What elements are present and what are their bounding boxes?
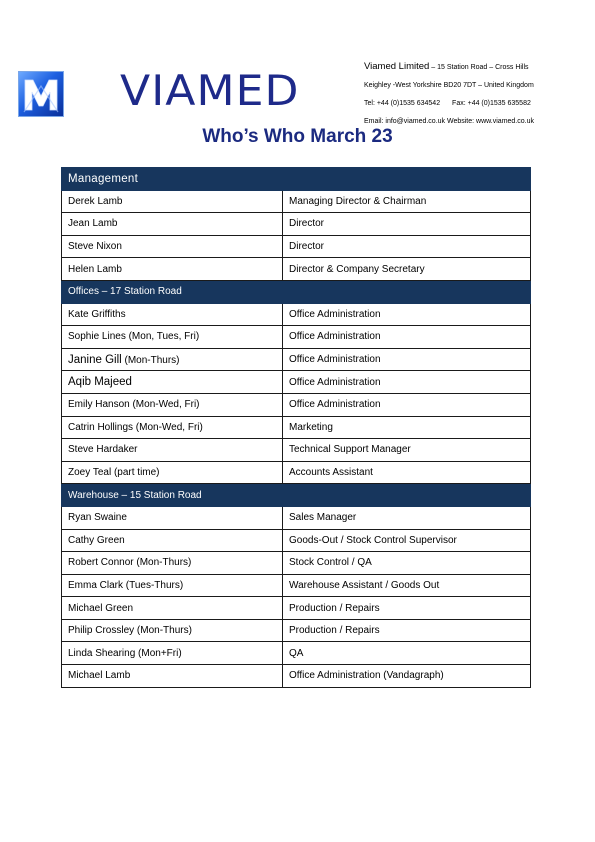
table-row — [62, 439, 531, 462]
staff-name: Aqib Majeed — [68, 376, 132, 389]
table-row — [62, 348, 531, 371]
staff-role-cell: Director & Company Secretary — [283, 258, 531, 281]
staff-role-cell: Director — [283, 213, 531, 236]
address-line-1: – 15 Station Road – Cross Hills — [431, 64, 529, 71]
staff-name: Emily Hanson (Mon-Wed, Fri) — [68, 399, 200, 411]
staff-name-cell — [62, 393, 283, 416]
staff-name: Jean Lamb — [68, 218, 118, 230]
staff-name-cell — [62, 235, 283, 258]
telephone: Tel: +44 (0)1535 634542 — [364, 100, 441, 107]
table-row — [62, 213, 531, 236]
staff-name: Robert Connor (Mon-Thurs) — [68, 557, 192, 569]
table-row — [62, 506, 531, 529]
staff-name-cell — [62, 348, 283, 371]
staff-name: Sophie Lines (Mon, Tues, Fri) — [68, 331, 200, 343]
staff-name-cell — [62, 529, 283, 552]
company-name-line — [364, 58, 589, 77]
staff-name-cell — [62, 665, 283, 688]
staff-name: Emma Clark (Tues-Thurs) — [68, 579, 184, 591]
table-row — [62, 371, 531, 394]
staff-name-note: (Mon-Thurs) — [124, 354, 180, 366]
staff-name: Linda Shearing (Mon+Fri) — [68, 647, 182, 659]
section-heading: Offices – 17 Station Road — [62, 280, 531, 303]
staff-name: Steve Hardaker — [68, 444, 138, 456]
staff-name-cell — [62, 597, 283, 620]
table-row — [62, 642, 531, 665]
table-row — [62, 326, 531, 349]
staff-name-cell — [62, 371, 283, 394]
staff-name-cell — [62, 213, 283, 236]
staff-name: Kate Griffiths — [68, 308, 126, 320]
staff-table — [61, 167, 531, 688]
staff-name-cell — [62, 552, 283, 575]
table-row — [62, 665, 531, 688]
staff-role-cell: Managing Director & Chairman — [283, 190, 531, 213]
staff-name-cell — [62, 416, 283, 439]
staff-role-cell: Office Administration — [283, 303, 531, 326]
staff-role-cell: Office Administration — [283, 348, 531, 371]
table-row — [62, 529, 531, 552]
fax: Fax: +44 (0)1535 635582 — [452, 100, 531, 107]
viamed-logo-icon — [18, 71, 64, 117]
table-row — [62, 619, 531, 642]
table-row — [62, 393, 531, 416]
company-name: Viamed Limited — [364, 61, 430, 72]
staff-name: Philip Crossley (Mon-Thurs) — [68, 625, 192, 637]
staff-role-cell: Office Administration — [283, 371, 531, 394]
staff-name: Michael Lamb — [68, 670, 131, 682]
staff-name-cell — [62, 461, 283, 484]
staff-role-cell: Office Administration — [283, 326, 531, 349]
staff-name: Janine Gill — [68, 353, 122, 366]
section-heading: Management — [62, 168, 531, 191]
table-row — [62, 258, 531, 281]
staff-name-cell — [62, 506, 283, 529]
table-row — [62, 552, 531, 575]
staff-name-cell — [62, 258, 283, 281]
company-contact-block — [364, 58, 589, 131]
staff-role-cell: Stock Control / QA — [283, 552, 531, 575]
phone-fax-line — [364, 95, 589, 113]
table-row — [62, 574, 531, 597]
staff-name: Ryan Swaine — [68, 512, 127, 524]
staff-name: Michael Green — [68, 602, 134, 614]
table-row — [62, 235, 531, 258]
staff-name: Catrin Hollings (Mon-Wed, Fri) — [68, 421, 203, 433]
email-website-line: Email: info@viamed.co.uk Website: www.viamed.co.uk — [364, 118, 534, 125]
section-header-row — [62, 168, 531, 191]
staff-name-cell — [62, 439, 283, 462]
staff-role-cell: Director — [283, 235, 531, 258]
staff-role-cell: Sales Manager — [283, 506, 531, 529]
staff-name-cell — [62, 642, 283, 665]
staff-name-cell — [62, 326, 283, 349]
staff-name-cell — [62, 303, 283, 326]
page-title: Who’s Who March 23 — [202, 126, 393, 147]
table-row — [62, 597, 531, 620]
staff-name-cell — [62, 619, 283, 642]
staff-role-cell: Accounts Assistant — [283, 461, 531, 484]
section-header-row — [62, 484, 531, 507]
staff-role-cell: Production / Repairs — [283, 597, 531, 620]
staff-name-cell — [62, 190, 283, 213]
table-row — [62, 303, 531, 326]
staff-name: Cathy Green — [68, 534, 125, 546]
staff-name: Zoey Teal (part time) — [68, 467, 160, 479]
address-line-2: Keighley -West Yorkshire BD20 7DT – United Kingdom — [364, 82, 534, 89]
staff-role-cell: Production / Repairs — [283, 619, 531, 642]
staff-role-cell: Warehouse Assistant / Goods Out — [283, 574, 531, 597]
staff-role-cell: Marketing — [283, 416, 531, 439]
staff-role-cell: QA — [283, 642, 531, 665]
staff-role-cell: Technical Support Manager — [283, 439, 531, 462]
staff-role-cell: Office Administration — [283, 393, 531, 416]
brand-wordmark: VIAMED — [120, 66, 300, 115]
staff-role-cell: Goods-Out / Stock Control Supervisor — [283, 529, 531, 552]
staff-name-cell — [62, 574, 283, 597]
staff-name: Helen Lamb — [68, 263, 122, 275]
section-header-row — [62, 280, 531, 303]
staff-role-cell: Office Administration (Vandagraph) — [283, 665, 531, 688]
table-row — [62, 416, 531, 439]
table-row — [62, 190, 531, 213]
staff-name: Steve Nixon — [68, 241, 122, 253]
staff-name: Derek Lamb — [68, 195, 123, 207]
section-heading: Warehouse – 15 Station Road — [62, 484, 531, 507]
table-row — [62, 461, 531, 484]
